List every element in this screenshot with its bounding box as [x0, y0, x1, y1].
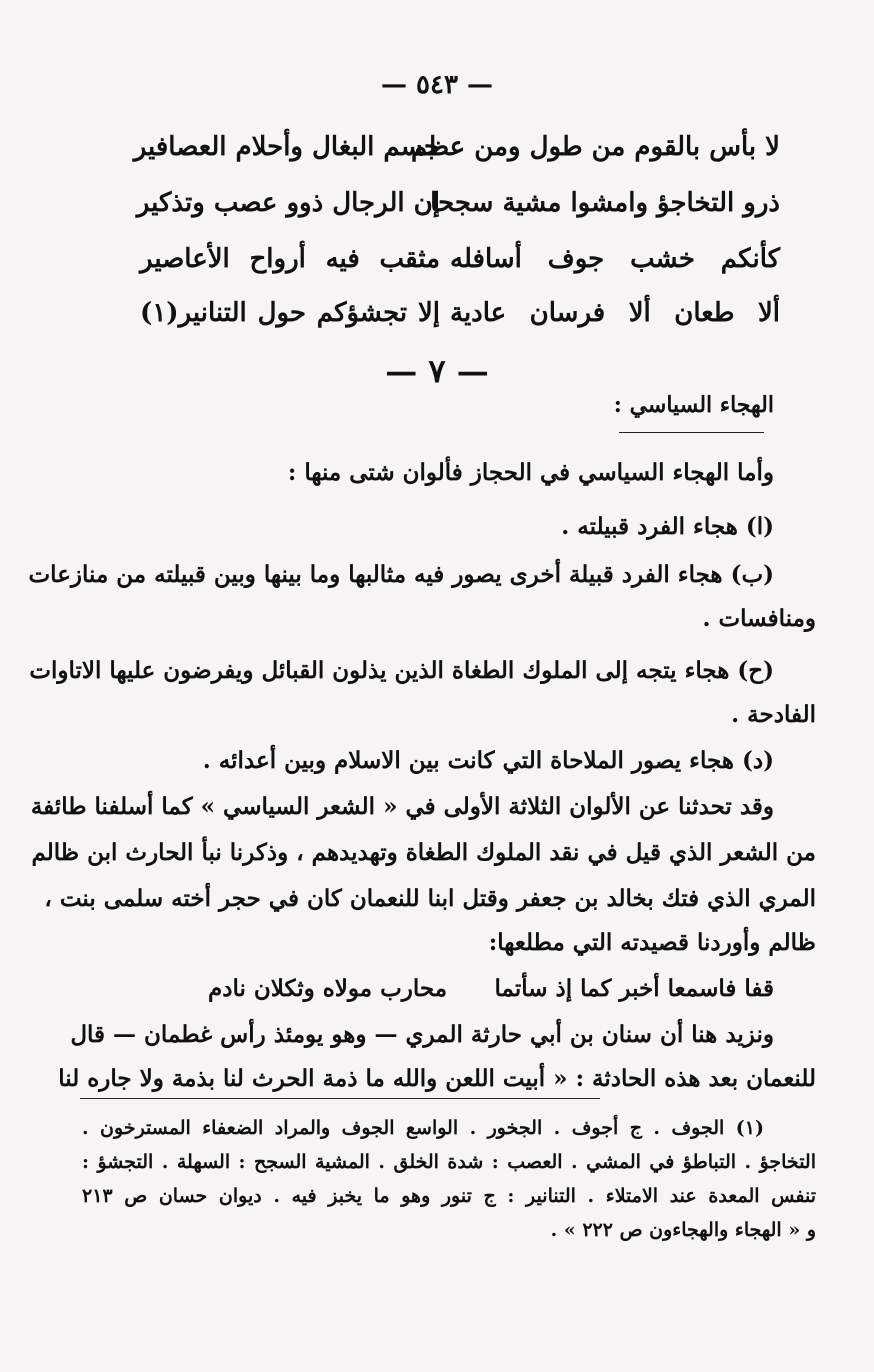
- list-item-b-line-1: (ب) هجاء الفرد قبيلة أخرى يصور فيه مثالبها وما بينها وبين قبيلته من منازعات: [28, 561, 774, 588]
- verse-second-hemistich: جسم البغال وأحلام العصافير: [133, 132, 440, 162]
- section-number: — ٧ —: [385, 352, 489, 390]
- verse-first-hemistich: ألا طعان ألا فرسان عادية: [450, 298, 780, 328]
- footnote-separator: [80, 1098, 600, 1099]
- heading-underline: [619, 432, 764, 433]
- list-item-b-line-2: ومنافسات .: [702, 605, 816, 632]
- verse-second-hemistich: إلا تجشؤكم حول التنانير(١): [140, 298, 440, 328]
- verse-second-hemistich: مثقب فيه أرواح الأعاصير: [140, 244, 440, 274]
- verse-second-hemistich: إن الرجال ذوو عصب وتذكير: [136, 188, 440, 218]
- page-number: — ٥٤٣ —: [380, 70, 494, 100]
- intro-line: وأما الهجاء السياسي في الحجاز فألوان شتى منها :: [287, 459, 774, 486]
- list-item-c-line-2: الفادحة .: [731, 701, 816, 728]
- list-item-d: (د) هجاء يصور الملاحاة التي كانت بين الاسلام وبين أعدائه .: [202, 747, 774, 774]
- verse-first-hemistich: لا بأس بالقوم من طول ومن عظم: [411, 132, 780, 162]
- list-item-a: (ا) هجاء الفرد قبيلته .: [561, 513, 774, 540]
- paragraph-line: ظالم وأوردنا قصيدته التي مطلعها:: [488, 929, 816, 956]
- footnote-line: التخاجؤ . التباطؤ في المشي . العصب : شدة الخلق . المشية السجح : السهلة . التجشؤ :: [82, 1151, 816, 1173]
- footnote-line: تنفس المعدة عند الامتلاء . التنانير : ج تنور وهو ما يخبز فيه . ديوان حسان ص ٢١٣: [82, 1185, 816, 1207]
- verse-first-hemistich: كأنكم خشب جوف أسافله: [450, 244, 780, 274]
- verse-first-hemistich: ذرو التخاجؤ وامشوا مشية سجحا: [430, 188, 780, 218]
- quoted-verse-second: محارب مولاه وثكلان نادم: [208, 975, 448, 1002]
- paragraph-line: من الشعر الذي قيل في نقد الملوك الطغاة وتهديدهم ، وذكرنا نبأ الحارث ابن ظالم: [31, 839, 816, 866]
- paragraph-line: للنعمان بعد هذه الحادثة : « أبيت اللعن والله ما ذمة الحرث لنا بذمة ولا جاره لنا: [58, 1065, 816, 1092]
- list-item-c-line-1: (ح) هجاء يتجه إلى الملوك الطغاة الذين يذلون القبائل ويفرضون عليها الاتاوات: [29, 657, 774, 684]
- section-heading: الهجاء السياسي :: [613, 392, 774, 418]
- paragraph-line: المري الذي فتك بخالد بن جعفر وقتل ابنا للنعمان كان في حجر أخته سلمى بنت ،: [44, 885, 816, 912]
- quoted-verse-first: قفا فاسمعا أخبر كما إذ سأتما: [494, 975, 774, 1002]
- footnote-line: (١) الجوف . ج أجوف . الجخور . الواسع الجوف والمراد الضعفاء المسترخون .: [82, 1117, 764, 1139]
- paragraph-line: وقد تحدثنا عن الألوان الثلاثة الأولى في « الشعر السياسي » كما أسلفنا طائفة: [30, 793, 774, 820]
- paragraph-line: ونزيد هنا أن سنان بن أبي حارثة المري — وهو يومئذ رأس غطمان — قال: [70, 1021, 774, 1048]
- footnote-line: و « الهجاء والهجاءون ص ٢٢٢ » .: [550, 1219, 816, 1241]
